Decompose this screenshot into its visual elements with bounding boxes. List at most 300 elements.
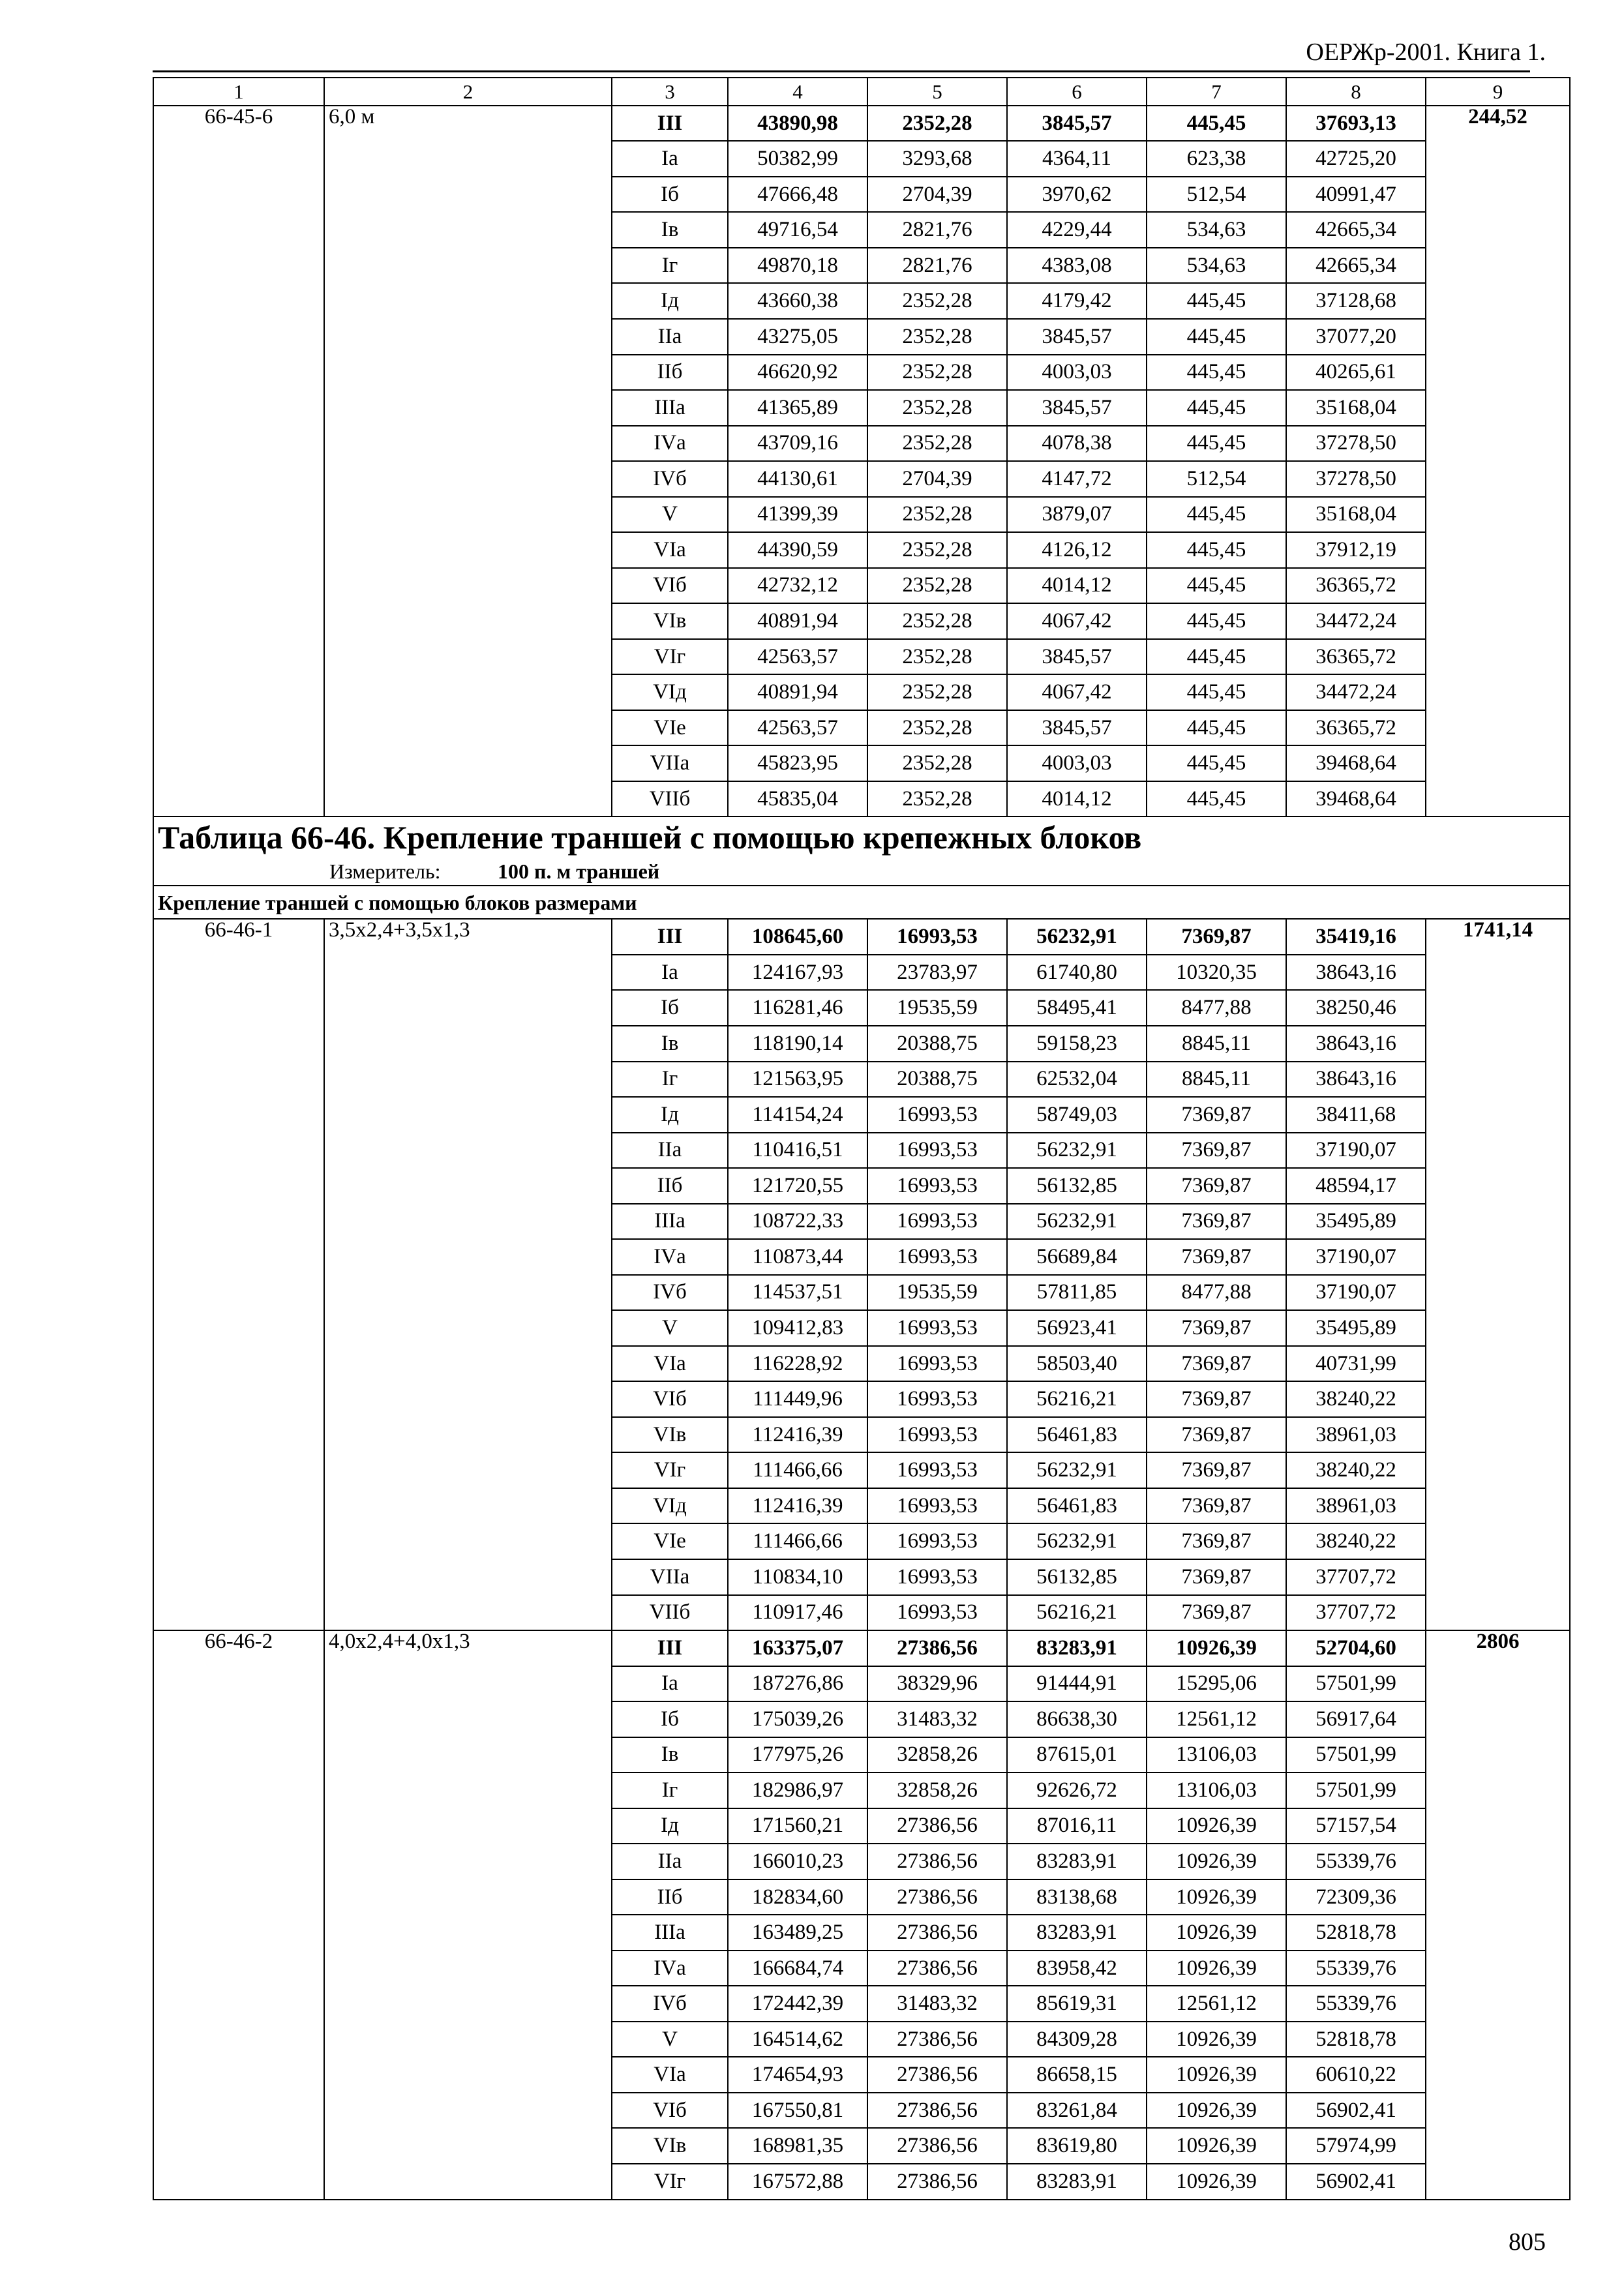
cost-value: 445,45: [1147, 426, 1286, 462]
price-level: Iб: [612, 1701, 728, 1737]
cost-value: 57501,99: [1286, 1737, 1426, 1773]
cost-value: 43660,38: [728, 283, 867, 319]
cost-value: 445,45: [1147, 674, 1286, 710]
cost-value: 445,45: [1147, 283, 1286, 319]
cost-value: 83283,91: [1007, 1630, 1147, 1666]
cost-value: 108722,33: [728, 1204, 867, 1240]
cost-value: 56902,41: [1286, 2164, 1426, 2200]
rate-description: 4,0х2,4+4,0х1,3: [324, 1630, 612, 2200]
cost-value: 16993,53: [867, 1523, 1007, 1559]
cost-value: 27386,56: [867, 1951, 1007, 1986]
price-level: IIIа: [612, 390, 728, 426]
cost-value: 110873,44: [728, 1239, 867, 1275]
cost-value: 37077,20: [1286, 319, 1426, 355]
cost-value: 37707,72: [1286, 1559, 1426, 1595]
cost-value: 56689,84: [1007, 1239, 1147, 1275]
cost-value: 27386,56: [867, 1630, 1007, 1666]
cost-value: 37128,68: [1286, 283, 1426, 319]
cost-value: 13106,03: [1147, 1737, 1286, 1773]
cost-value: 35495,89: [1286, 1204, 1426, 1240]
cost-value: 111466,66: [728, 1523, 867, 1559]
cost-value: 3879,07: [1007, 497, 1147, 533]
cost-value: 56232,91: [1007, 919, 1147, 955]
cost-value: 172442,39: [728, 1986, 867, 2022]
cost-value: 16993,53: [867, 1097, 1007, 1133]
cost-value: 34472,24: [1286, 603, 1426, 639]
cost-value: 56216,21: [1007, 1595, 1147, 1631]
cost-value: 2704,39: [867, 461, 1007, 497]
cost-value: 4383,08: [1007, 248, 1147, 284]
cost-value: 37278,50: [1286, 426, 1426, 462]
cost-value: 84309,28: [1007, 2022, 1147, 2057]
cost-value: 7369,87: [1147, 1417, 1286, 1453]
price-level: Iв: [612, 212, 728, 248]
cost-value: 39468,64: [1286, 745, 1426, 781]
price-level: VIе: [612, 1523, 728, 1559]
cost-value: 7369,87: [1147, 1239, 1286, 1275]
cost-value: 23783,97: [867, 955, 1007, 991]
price-level: IIб: [612, 1879, 728, 1915]
cost-value: 164514,62: [728, 2022, 867, 2057]
cost-value: 512,54: [1147, 177, 1286, 213]
price-level: III: [612, 106, 728, 142]
cost-value: 91444,91: [1007, 1666, 1147, 1702]
cost-value: 445,45: [1147, 390, 1286, 426]
cost-value: 4078,38: [1007, 426, 1147, 462]
subtitle-row: [153, 886, 1570, 919]
cost-value: 4014,12: [1007, 568, 1147, 604]
cost-value: 445,45: [1147, 568, 1286, 604]
cost-value: 35168,04: [1286, 497, 1426, 533]
cost-value: 124167,93: [728, 955, 867, 991]
cost-value: 42563,57: [728, 639, 867, 675]
section-title: Таблица 66-46. Крепление траншей с помощью крепежных блоков: [153, 816, 1570, 856]
cost-value: 31483,32: [867, 1986, 1007, 2022]
cost-value: 38411,68: [1286, 1097, 1426, 1133]
cost-value: 8477,88: [1147, 1275, 1286, 1311]
column-number: 3: [612, 78, 728, 106]
running-header: ОЕРЖр-2001. Книга 1.: [1306, 38, 1546, 66]
price-level: VIг: [612, 639, 728, 675]
cost-value: 445,45: [1147, 319, 1286, 355]
cost-value: 42665,34: [1286, 248, 1426, 284]
price-level: Iв: [612, 1026, 728, 1062]
cost-value: 445,45: [1147, 639, 1286, 675]
cost-value: 167572,88: [728, 2164, 867, 2200]
cost-value: 38240,22: [1286, 1452, 1426, 1488]
cost-value: 10926,39: [1147, 2128, 1286, 2164]
cost-value: 10926,39: [1147, 1951, 1286, 1986]
cost-value: 167550,81: [728, 2093, 867, 2129]
column-number: 6: [1007, 78, 1147, 106]
cost-value: 16993,53: [867, 1310, 1007, 1346]
cost-value: 57501,99: [1286, 1666, 1426, 1702]
cost-value: 27386,56: [867, 2164, 1007, 2200]
price-level: VIд: [612, 1488, 728, 1524]
cost-value: 3845,57: [1007, 390, 1147, 426]
cost-value: 56461,83: [1007, 1417, 1147, 1453]
cost-value: 112416,39: [728, 1488, 867, 1524]
cost-value: 27386,56: [867, 2057, 1007, 2093]
cost-value: 40891,94: [728, 603, 867, 639]
cost-value: 3845,57: [1007, 319, 1147, 355]
cost-value: 56461,83: [1007, 1488, 1147, 1524]
section-subtitle: Крепление траншей с помощью блоков размерами: [153, 886, 1570, 919]
cost-value: 16993,53: [867, 1488, 1007, 1524]
price-level: VIг: [612, 2164, 728, 2200]
price-level: IVб: [612, 1275, 728, 1311]
cost-value: 4147,72: [1007, 461, 1147, 497]
cost-value: 38329,96: [867, 1666, 1007, 1702]
cost-value: 58503,40: [1007, 1346, 1147, 1382]
cost-value: 4179,42: [1007, 283, 1147, 319]
price-level: Iд: [612, 1808, 728, 1844]
cost-value: 58495,41: [1007, 990, 1147, 1026]
cost-value: 42665,34: [1286, 212, 1426, 248]
table-row: [153, 1630, 1570, 1666]
cost-value: 16993,53: [867, 1168, 1007, 1204]
column-number: 8: [1286, 78, 1426, 106]
price-level: Iг: [612, 1773, 728, 1808]
price-level: VIд: [612, 674, 728, 710]
cost-value: 8845,11: [1147, 1062, 1286, 1098]
cost-value: 52818,78: [1286, 1915, 1426, 1951]
cost-value: 445,45: [1147, 710, 1286, 746]
cost-value: 7369,87: [1147, 1097, 1286, 1133]
cost-value: 37190,07: [1286, 1239, 1426, 1275]
cost-value: 110917,46: [728, 1595, 867, 1631]
cost-value: 72309,36: [1286, 1879, 1426, 1915]
cost-value: 2352,28: [867, 674, 1007, 710]
measure-label: Измеритель:: [329, 859, 441, 883]
cost-value: 15295,06: [1147, 1666, 1286, 1702]
cost-value: 10926,39: [1147, 1808, 1286, 1844]
cost-value: 2352,28: [867, 639, 1007, 675]
price-level: Iг: [612, 248, 728, 284]
cost-value: 16993,53: [867, 1559, 1007, 1595]
cost-value: 171560,21: [728, 1808, 867, 1844]
price-level: VIа: [612, 2057, 728, 2093]
cost-value: 56902,41: [1286, 2093, 1426, 2129]
cost-value: 37278,50: [1286, 461, 1426, 497]
cost-value: 40265,61: [1286, 355, 1426, 391]
price-level: IIIа: [612, 1915, 728, 1951]
cost-value: 61740,80: [1007, 955, 1147, 991]
cost-value: 36365,72: [1286, 568, 1426, 604]
cost-value: 108645,60: [728, 919, 867, 955]
cost-value: 121720,55: [728, 1168, 867, 1204]
cost-value: 10926,39: [1147, 1915, 1286, 1951]
cost-value: 16993,53: [867, 1381, 1007, 1417]
cost-value: 58749,03: [1007, 1097, 1147, 1133]
cost-value: 445,45: [1147, 745, 1286, 781]
cost-value: 7369,87: [1147, 919, 1286, 955]
price-level: IIа: [612, 1133, 728, 1169]
cost-value: 4003,03: [1007, 745, 1147, 781]
price-level: V: [612, 497, 728, 533]
cost-value: 36365,72: [1286, 710, 1426, 746]
cost-value: 55339,76: [1286, 1986, 1426, 2022]
cost-value: 121563,95: [728, 1062, 867, 1098]
price-level: IIа: [612, 1844, 728, 1879]
cost-value: 2352,28: [867, 319, 1007, 355]
cost-value: 445,45: [1147, 781, 1286, 817]
cost-value: 20388,75: [867, 1026, 1007, 1062]
table-body: [153, 78, 1570, 2200]
price-level: IVа: [612, 1951, 728, 1986]
cost-value: 2352,28: [867, 532, 1007, 568]
cost-value: 44130,61: [728, 461, 867, 497]
column-number: 2: [324, 78, 612, 106]
cost-value: 12561,12: [1147, 1701, 1286, 1737]
price-level: VIв: [612, 1417, 728, 1453]
header-rule: [153, 70, 1530, 72]
cost-value: 31483,32: [867, 1701, 1007, 1737]
cost-value: 110834,10: [728, 1559, 867, 1595]
cost-value: 7369,87: [1147, 1381, 1286, 1417]
rates-table: [153, 77, 1571, 2200]
cost-value: 19535,59: [867, 990, 1007, 1026]
cost-value: 163489,25: [728, 1915, 867, 1951]
cost-value: 50382,99: [728, 141, 867, 177]
price-level: VIб: [612, 568, 728, 604]
cost-value: 4229,44: [1007, 212, 1147, 248]
price-level: IIа: [612, 319, 728, 355]
cost-value: 445,45: [1147, 603, 1286, 639]
cost-value: 38643,16: [1286, 1062, 1426, 1098]
cost-value: 43890,98: [728, 106, 867, 142]
cost-value: 4126,12: [1007, 532, 1147, 568]
cost-value: 2352,28: [867, 710, 1007, 746]
labor-value: 1741,14: [1426, 919, 1570, 1630]
cost-value: 39468,64: [1286, 781, 1426, 817]
cost-value: 8845,11: [1147, 1026, 1286, 1062]
price-level: Iд: [612, 283, 728, 319]
cost-value: 2352,28: [867, 497, 1007, 533]
cost-value: 56232,91: [1007, 1204, 1147, 1240]
cost-value: 55339,76: [1286, 1951, 1426, 1986]
price-level: Iд: [612, 1097, 728, 1133]
cost-value: 57974,99: [1286, 2128, 1426, 2164]
cost-value: 177975,26: [728, 1737, 867, 1773]
price-level: VIб: [612, 1381, 728, 1417]
cost-value: 57157,54: [1286, 1808, 1426, 1844]
cost-value: 56132,85: [1007, 1559, 1147, 1595]
cost-value: 10926,39: [1147, 2164, 1286, 2200]
cost-value: 49716,54: [728, 212, 867, 248]
cost-value: 46620,92: [728, 355, 867, 391]
cost-value: 163375,07: [728, 1630, 867, 1666]
cost-value: 174654,93: [728, 2057, 867, 2093]
cost-value: 2352,28: [867, 603, 1007, 639]
cost-value: 43275,05: [728, 319, 867, 355]
cost-value: 16993,53: [867, 1346, 1007, 1382]
cost-value: 7369,87: [1147, 1168, 1286, 1204]
cost-value: 10926,39: [1147, 2022, 1286, 2057]
cost-value: 2704,39: [867, 177, 1007, 213]
cost-value: 2352,28: [867, 781, 1007, 817]
price-level: IVа: [612, 1239, 728, 1275]
cost-value: 7369,87: [1147, 1452, 1286, 1488]
price-level: VIIб: [612, 1595, 728, 1631]
cost-value: 2352,28: [867, 745, 1007, 781]
cost-value: 27386,56: [867, 2128, 1007, 2164]
rate-code: 66-46-1: [153, 919, 324, 1630]
price-level: III: [612, 919, 728, 955]
cost-value: 4003,03: [1007, 355, 1147, 391]
cost-value: 83283,91: [1007, 1915, 1147, 1951]
cost-value: 38250,46: [1286, 990, 1426, 1026]
cost-value: 55339,76: [1286, 1844, 1426, 1879]
cost-value: 34472,24: [1286, 674, 1426, 710]
cost-value: 10926,39: [1147, 1879, 1286, 1915]
column-number-row: [153, 78, 1570, 106]
cost-value: 187276,86: [728, 1666, 867, 1702]
cost-value: 182986,97: [728, 1773, 867, 1808]
cost-value: 56216,21: [1007, 1381, 1147, 1417]
cost-value: 40891,94: [728, 674, 867, 710]
cost-value: 85619,31: [1007, 1986, 1147, 2022]
cost-value: 35168,04: [1286, 390, 1426, 426]
cost-value: 49870,18: [728, 248, 867, 284]
cost-value: 52818,78: [1286, 2022, 1426, 2057]
price-level: Iб: [612, 177, 728, 213]
cost-value: 114537,51: [728, 1275, 867, 1311]
rate-code: 66-46-2: [153, 1630, 324, 2200]
cost-value: 109412,83: [728, 1310, 867, 1346]
cost-value: 60610,22: [1286, 2057, 1426, 2093]
cost-value: 16993,53: [867, 1595, 1007, 1631]
column-number: 9: [1426, 78, 1570, 106]
cost-value: 32858,26: [867, 1773, 1007, 1808]
cost-value: 7369,87: [1147, 1204, 1286, 1240]
price-level: VIIа: [612, 1559, 728, 1595]
cost-value: 37912,19: [1286, 532, 1426, 568]
cost-value: 10926,39: [1147, 2093, 1286, 2129]
cost-value: 19535,59: [867, 1275, 1007, 1311]
cost-value: 2821,76: [867, 212, 1007, 248]
cost-value: 38961,03: [1286, 1488, 1426, 1524]
cost-value: 7369,87: [1147, 1310, 1286, 1346]
cost-value: 43709,16: [728, 426, 867, 462]
cost-value: 445,45: [1147, 106, 1286, 142]
cost-value: 32858,26: [867, 1737, 1007, 1773]
cost-value: 38643,16: [1286, 955, 1426, 991]
cost-value: 45823,95: [728, 745, 867, 781]
price-level: Iв: [612, 1737, 728, 1773]
cost-value: 445,45: [1147, 497, 1286, 533]
labor-value: 2806: [1426, 1630, 1570, 2200]
cost-value: 38961,03: [1286, 1417, 1426, 1453]
price-level: VIв: [612, 603, 728, 639]
cost-value: 20388,75: [867, 1062, 1007, 1098]
cost-value: 56923,41: [1007, 1310, 1147, 1346]
price-level: Iа: [612, 141, 728, 177]
cost-value: 4364,11: [1007, 141, 1147, 177]
cost-value: 47666,48: [728, 177, 867, 213]
price-level: VIе: [612, 710, 728, 746]
column-number: 5: [867, 78, 1007, 106]
cost-value: 13106,03: [1147, 1773, 1286, 1808]
cost-value: 27386,56: [867, 2093, 1007, 2129]
cost-value: 445,45: [1147, 532, 1286, 568]
cost-value: 166684,74: [728, 1951, 867, 1986]
price-level: IIб: [612, 1168, 728, 1204]
cost-value: 110416,51: [728, 1133, 867, 1169]
cost-value: 42563,57: [728, 710, 867, 746]
cost-value: 4067,42: [1007, 674, 1147, 710]
cost-value: 112416,39: [728, 1417, 867, 1453]
cost-value: 4014,12: [1007, 781, 1147, 817]
cost-value: 57811,85: [1007, 1275, 1147, 1311]
cost-value: 16993,53: [867, 1239, 1007, 1275]
cost-value: 42732,12: [728, 568, 867, 604]
cost-value: 2352,28: [867, 283, 1007, 319]
cost-value: 83958,42: [1007, 1951, 1147, 1986]
cost-value: 35419,16: [1286, 919, 1426, 955]
price-level: Iа: [612, 955, 728, 991]
price-level: IIб: [612, 355, 728, 391]
cost-value: 92626,72: [1007, 1773, 1147, 1808]
measure-line: [153, 857, 1570, 886]
cost-value: 37693,13: [1286, 106, 1426, 142]
column-number: 1: [153, 78, 324, 106]
cost-value: 42725,20: [1286, 141, 1426, 177]
price-level: VIг: [612, 1452, 728, 1488]
price-level: III: [612, 1630, 728, 1666]
cost-value: 175039,26: [728, 1701, 867, 1737]
cost-value: 10926,39: [1147, 1630, 1286, 1666]
cost-value: 7369,87: [1147, 1346, 1286, 1382]
cost-value: 87615,01: [1007, 1737, 1147, 1773]
price-level: IVб: [612, 1986, 728, 2022]
price-level: IVа: [612, 426, 728, 462]
cost-value: 56232,91: [1007, 1523, 1147, 1559]
price-level: VIIа: [612, 745, 728, 781]
cost-value: 27386,56: [867, 1844, 1007, 1879]
cost-value: 36365,72: [1286, 639, 1426, 675]
cost-value: 37190,07: [1286, 1275, 1426, 1311]
cost-value: 83619,80: [1007, 2128, 1147, 2164]
cost-value: 2352,28: [867, 390, 1007, 426]
cost-value: 56132,85: [1007, 1168, 1147, 1204]
cost-value: 59158,23: [1007, 1026, 1147, 1062]
cost-value: 3845,57: [1007, 639, 1147, 675]
cost-value: 3970,62: [1007, 177, 1147, 213]
cost-value: 56232,91: [1007, 1133, 1147, 1169]
cost-value: 16993,53: [867, 1417, 1007, 1453]
table-row: [153, 919, 1570, 955]
price-level: V: [612, 2022, 728, 2057]
page-number: 805: [1509, 2228, 1546, 2256]
cost-value: 38240,22: [1286, 1381, 1426, 1417]
cost-value: 57501,99: [1286, 1773, 1426, 1808]
cost-value: 114154,24: [728, 1097, 867, 1133]
cost-value: 86638,30: [1007, 1701, 1147, 1737]
cost-value: 2352,28: [867, 355, 1007, 391]
cost-value: 37190,07: [1286, 1133, 1426, 1169]
cost-value: 116228,92: [728, 1346, 867, 1382]
price-level: Iб: [612, 990, 728, 1026]
cost-value: 16993,53: [867, 1452, 1007, 1488]
cost-value: 623,38: [1147, 141, 1286, 177]
cost-value: 2352,28: [867, 106, 1007, 142]
cost-value: 7369,87: [1147, 1559, 1286, 1595]
cost-value: 40991,47: [1286, 177, 1426, 213]
cost-value: 38240,22: [1286, 1523, 1426, 1559]
cost-value: 35495,89: [1286, 1310, 1426, 1346]
cost-value: 27386,56: [867, 1808, 1007, 1844]
